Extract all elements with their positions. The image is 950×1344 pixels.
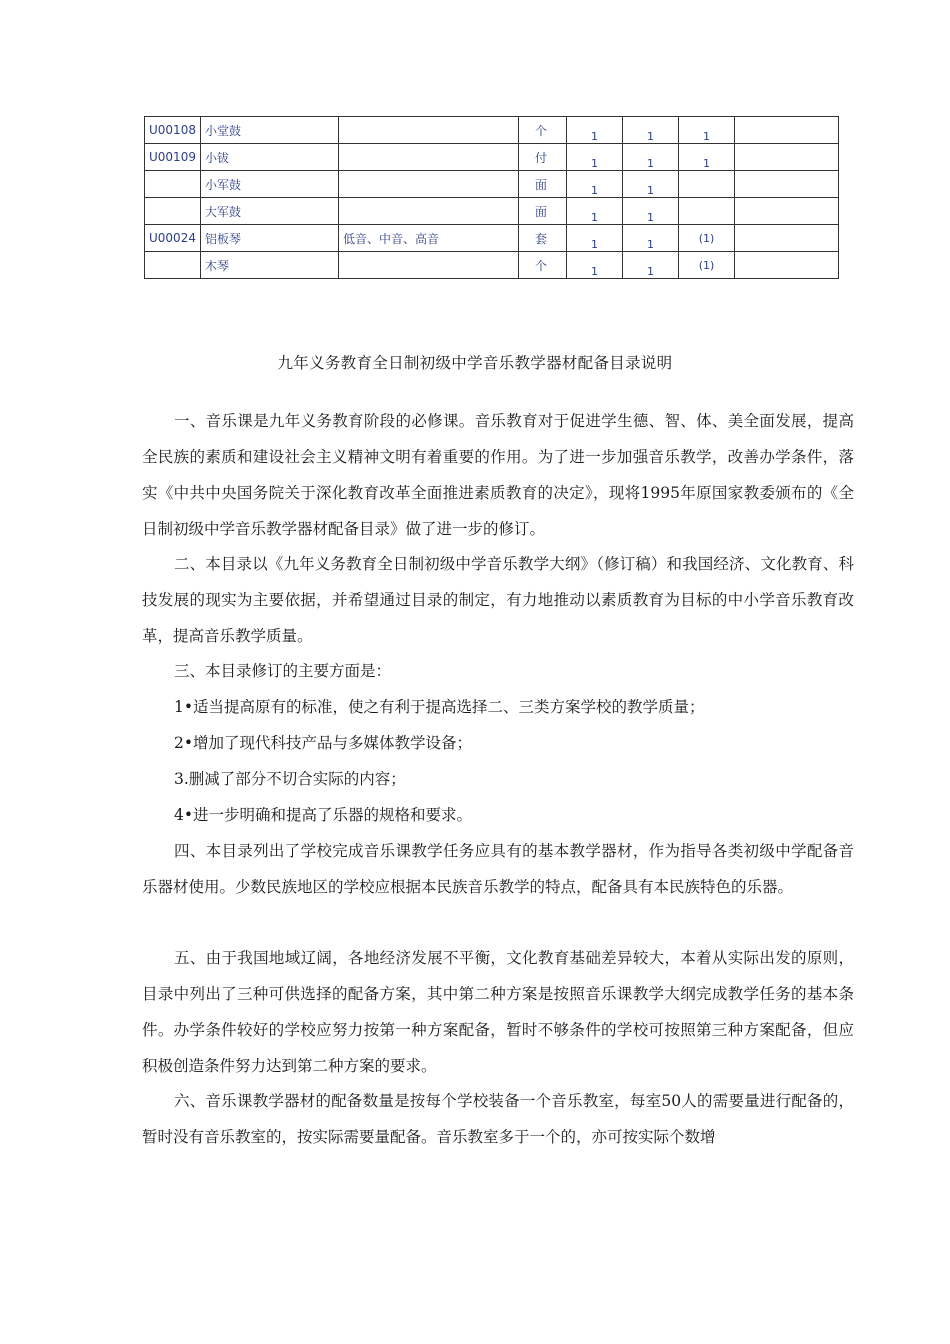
- table-row: [145, 144, 839, 171]
- paragraph-2: 二、本目录以《九年义务教育全日制初级中学音乐教学大纲》（修订稿）和我国经济、文化教育、科技发展的现实为主要依据，并希望通过目录的制定，有力地推动以素质教育为目标的中小学音乐教育改革，提高音乐教学质量。: [142, 555, 854, 645]
- quantity-plan-1: 1: [567, 171, 623, 198]
- item-name: 小军鼓: [201, 171, 339, 198]
- quantity-plan-3: [679, 171, 735, 198]
- quantity-plan-3: (1): [679, 252, 735, 279]
- item-spec: [339, 198, 519, 225]
- item-spec: [339, 144, 519, 171]
- quantity-plan-1: 1: [567, 198, 623, 225]
- item-spec: 低音、中音、高音: [339, 225, 519, 252]
- item-unit: 个: [519, 117, 567, 144]
- item-spec: [339, 117, 519, 144]
- item-unit: 个: [519, 252, 567, 279]
- document-title: 九年义务教育全日制初级中学音乐教学器材配备目录说明: [277, 354, 673, 372]
- item-spec: [339, 171, 519, 198]
- item-code: [145, 198, 201, 225]
- item-note: [735, 171, 839, 198]
- quantity-plan-3: (1): [679, 225, 735, 252]
- item-spec: [339, 252, 519, 279]
- item-note: [735, 225, 839, 252]
- item-name: 小钹: [201, 144, 339, 171]
- quantity-plan-1: 1: [567, 144, 623, 171]
- item-name: 木琴: [201, 252, 339, 279]
- quantity-plan-1: 1: [567, 117, 623, 144]
- paragraph-6: 六、音乐课教学器材的配备数量是按每个学校装备一个音乐教室，每室50人的需要量进行配备的，暂时没有音乐教室的，按实际需要量配备。音乐教室多于一个的，亦可按实际个数增: [142, 1092, 854, 1146]
- list-item-3: 3.删减了部分不切合实际的内容；: [174, 770, 406, 788]
- paragraph-3: 三、本目录修订的主要方面是：: [174, 662, 392, 680]
- quantity-plan-3: 1: [679, 117, 735, 144]
- quantity-plan-2: 1: [623, 225, 679, 252]
- item-name: 铝板琴: [201, 225, 339, 252]
- quantity-plan-2: 1: [623, 144, 679, 171]
- item-name: 小堂鼓: [201, 117, 339, 144]
- item-code: U00108: [145, 117, 201, 144]
- item-unit: 面: [519, 198, 567, 225]
- list-item-1: 1•适当提高原有的标准，使之有利于提高选择二、三类方案学校的教学质量；: [174, 698, 705, 716]
- item-code: U00024: [145, 225, 201, 252]
- list-item-2: 2•增加了现代科技产品与多媒体教学设备；: [174, 734, 473, 752]
- quantity-plan-3: [679, 198, 735, 225]
- item-note: [735, 252, 839, 279]
- item-code: U00109: [145, 144, 201, 171]
- item-note: [735, 144, 839, 171]
- paragraph-4: 四、本目录列出了学校完成音乐课教学任务应具有的基本教学器材，作为指导各类初级中学配备音乐器材使用。少数民族地区的学校应根据本民族音乐教学的特点，配备具有本民族特色的乐器。: [142, 842, 854, 896]
- quantity-plan-3: 1: [679, 144, 735, 171]
- table-row: [145, 225, 839, 252]
- quantity-plan-1: 1: [567, 252, 623, 279]
- paragraph-1: 一、音乐课是九年义务教育阶段的必修课。音乐教育对于促进学生德、智、体、美全面发展，提高全民族的素质和建设社会主义精神文明有着重要的作用。为了进一步加强音乐教学，改善办学条件，落实《中共中央国务院关于深化教育改革全面推进素质教育的决定》，现将1995年原国家教委颁布的《全日制初级中学音乐教学器材配备目录》做了进一步的修订。: [142, 412, 854, 538]
- item-code: [145, 252, 201, 279]
- item-unit: 付: [519, 144, 567, 171]
- quantity-plan-2: 1: [623, 171, 679, 198]
- quantity-plan-1: 1: [567, 225, 623, 252]
- equipment-table: [144, 116, 839, 279]
- quantity-plan-2: 1: [623, 198, 679, 225]
- quantity-plan-2: 1: [623, 252, 679, 279]
- table-row: [145, 198, 839, 225]
- table-row: [145, 117, 839, 144]
- item-code: [145, 171, 201, 198]
- item-name: 大军鼓: [201, 198, 339, 225]
- table-row: [145, 252, 839, 279]
- item-unit: 套: [519, 225, 567, 252]
- item-note: [735, 198, 839, 225]
- item-unit: 面: [519, 171, 567, 198]
- paragraph-5: 五、由于我国地域辽阔，各地经济发展不平衡，文化教育基础差异较大，本着从实际出发的原则，目录中列出了三种可供选择的配备方案，其中第二种方案是按照音乐课教学大纲完成教学任务的基本条件。办学条件较好的学校应努力按第一种方案配备，暂时不够条件的学校可按照第三种方案配备，但应积极创造条件努力达到第二种方案的要求。: [142, 949, 854, 1075]
- quantity-plan-2: 1: [623, 117, 679, 144]
- list-item-4: 4•进一步明确和提高了乐器的规格和要求。: [174, 806, 473, 824]
- table-row: [145, 171, 839, 198]
- item-note: [735, 117, 839, 144]
